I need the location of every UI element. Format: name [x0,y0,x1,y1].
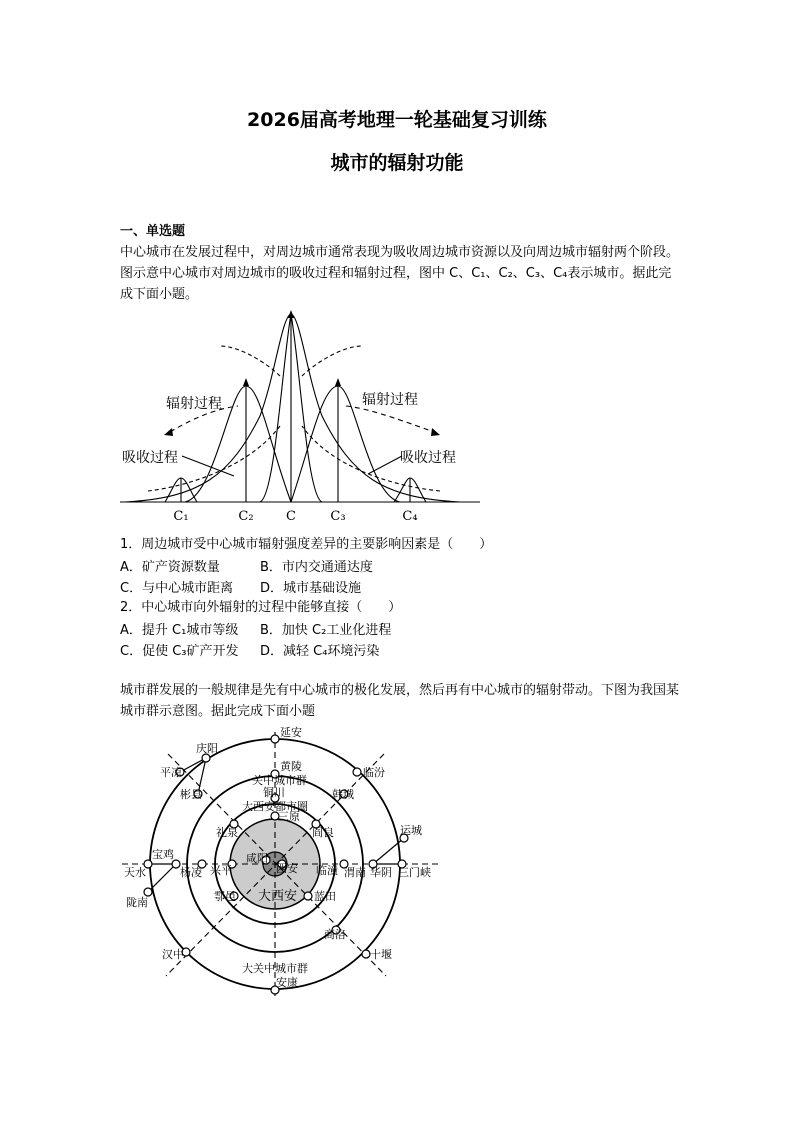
q1-option-c[interactable]: C．与中心城市距离 [120,581,234,596]
city-yuncheng: 运城 [400,824,422,837]
question-1-stem: 1．周边城市受中心城市辐射强度差异的主要影响因素是（ ） [120,537,493,552]
city-xingping: 兴平 [210,864,232,877]
city-longnan: 陇南 [126,896,148,909]
label-radiation-left: 辐射过程 [166,396,222,412]
q2-option-a[interactable]: A．提升 C₁城市等级 [120,623,239,638]
city-c1: C₁ [173,509,189,524]
label-absorb-left: 吸收过程 [122,450,178,466]
q1-option-a[interactable]: A．矿产资源数量 [120,560,220,575]
label-radiation-right: 辐射过程 [362,392,418,408]
city-huangling: 黄陵 [280,760,302,773]
city-c3: C₃ [330,509,346,524]
city-xian: 西安 [276,862,298,875]
city-hanzhong: 汉中 [162,948,184,961]
q1-option-b[interactable]: B．市内交通通达度 [260,560,373,575]
q1-option-d[interactable]: D．城市基础设施 [260,581,362,596]
city-hancheng: 韩城 [332,788,354,801]
question-intro-2: 城市群发展的一般规律是先有中心城市的极化发展，然后再有中心城市的辐射带动。下图为我国某城市群示意图。据此完成下面小题 [120,683,680,719]
city-binxian: 彬县 [180,788,202,801]
city-shiyan: 十堰 [370,948,392,961]
city-weinan: 渭南 [344,866,366,879]
paper-subtitle: 城市的辐射功能 [330,152,464,174]
city-lintong: 临潼 [316,864,338,877]
city-huayin: 华阴 [370,866,392,879]
city-cluster-figure [118,724,448,1004]
city-yanliang: 阎良 [312,826,334,839]
city-baoji: 宝鸡 [152,848,174,861]
paper-title: 2026届高考地理一轮基础复习训练 [247,109,547,131]
city-shangluo: 商洛 [324,928,346,941]
ring-metro: 大西安都市圈 [242,800,308,813]
city-liquan: 礼泉 [216,826,238,839]
city-sanyuan: 三原 [278,810,300,823]
question-intro-1: 中心城市在发展过程中，对周边城市通常表现为吸收周边城市资源以及向周边城市辐射两个阶段。图示意中心城市对周边城市的吸收过程和辐射过程，图中 C、C₁、C₂、C₃、C₄表示城市。据此完成下面小题。 [120,245,680,302]
label-absorb-right: 吸收过程 [400,450,456,466]
city-c4: C₄ [402,509,418,524]
city-c: C [286,509,296,524]
city-sanmenxia: 三门峡 [398,866,431,879]
city-tongchuan: 铜川 [263,786,285,799]
question-2-stem: 2．中心城市向外辐射的过程中能够直接（ ） [120,600,402,615]
city-pingliang: 平凉 [160,766,182,779]
ring-daxian: 大西安 [258,889,298,904]
city-yangling: 杨凌 [180,866,202,879]
city-xianyang: 咸阳 [246,852,268,865]
city-ankang: 安康 [276,976,298,989]
city-c2: C₂ [238,509,254,524]
q2-option-b[interactable]: B．加快 C₂工业化进程 [260,623,392,638]
ring-grand-guanzhong: 大关中城市群 [242,962,308,975]
radiation-absorption-figure [110,306,490,528]
city-lantian: 蓝田 [314,890,336,903]
city-tianshui: 天水 [124,866,146,879]
city-qingyang: 庆阳 [196,742,218,755]
city-huyi: 鄠邑 [214,890,236,903]
section-heading: 一、单选题 [120,224,186,239]
city-yanan: 延安 [280,726,302,739]
city-linfen: 临汾 [363,766,385,779]
ring-guanzhong: 关中城市群 [252,774,307,787]
q2-option-d[interactable]: D．减轻 C₄环境污染 [260,644,380,659]
q2-option-c[interactable]: C．促使 C₃矿产开发 [120,644,239,659]
